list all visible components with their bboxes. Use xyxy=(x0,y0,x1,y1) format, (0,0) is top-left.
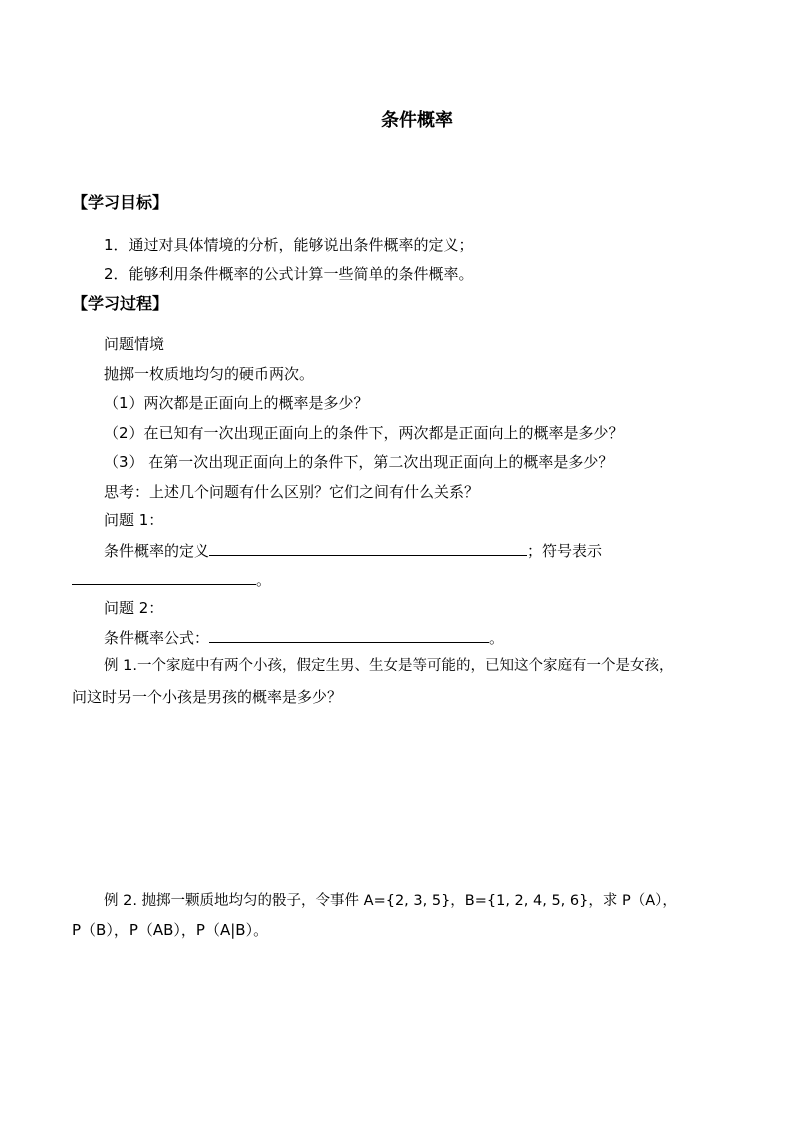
goals-header: 【学习目标】 xyxy=(72,193,169,212)
scenario-label: 问题情境 xyxy=(104,335,165,353)
definition-symbol-label: ；符号表示 xyxy=(527,542,603,560)
question-2: （2）在已知有一次出现正面向上的条件下，两次都是正面向上的概率是多少？ xyxy=(104,424,624,442)
symbol-blank[interactable] xyxy=(72,569,256,585)
symbol-line xyxy=(72,569,271,590)
symbol-period: 。 xyxy=(256,571,272,589)
formula-prefix: 条件概率公式： xyxy=(104,629,210,647)
goal-item: 2．能够利用条件概率的公式计算一些简单的条件概率。 xyxy=(104,265,474,283)
page-title: 条件概率 xyxy=(381,110,453,131)
example-1-line-2: 问这时另一个小孩是男孩的概率是多少？ xyxy=(72,688,343,706)
problem-2-label: 问题 2： xyxy=(104,599,164,617)
definition-prefix: 条件概率的定义 xyxy=(104,542,210,560)
definition-blank[interactable] xyxy=(209,540,527,556)
goal-item: 1．通过对具体情境的分析，能够说出条件概率的定义； xyxy=(104,236,474,254)
formula-line xyxy=(104,627,504,648)
example-1-line-1: 例 1.一个家庭中有两个小孩，假定生男、生女是等可能的，已知这个家庭有一个是女孩， xyxy=(104,658,674,674)
question-1: （1）两次都是正面向上的概率是多少？ xyxy=(104,394,369,412)
problem-1-label: 问题 1： xyxy=(104,511,164,529)
formula-period: 。 xyxy=(489,629,505,647)
example-2-line-1: 例 2. 抛掷一颗质地均匀的骰子，令事件 A={2, 3, 5}，B={1, 2, 4, 5, 6}，求 P（A）， xyxy=(104,893,677,909)
scenario-text: 抛掷一枚质地均匀的硬币两次。 xyxy=(104,365,315,383)
process-header: 【学习过程】 xyxy=(72,294,169,313)
definition-line xyxy=(104,540,602,561)
formula-blank[interactable] xyxy=(209,627,489,643)
question-3: （3） 在第一次出现正面向上的条件下，第二次出现正面向上的概率是多少？ xyxy=(104,453,614,471)
example-2-line-2: P（B），P（AB），P（A|B）。 xyxy=(72,921,269,939)
think-prompt: 思考：上述几个问题有什么区别？它们之间有什么关系？ xyxy=(104,483,480,501)
